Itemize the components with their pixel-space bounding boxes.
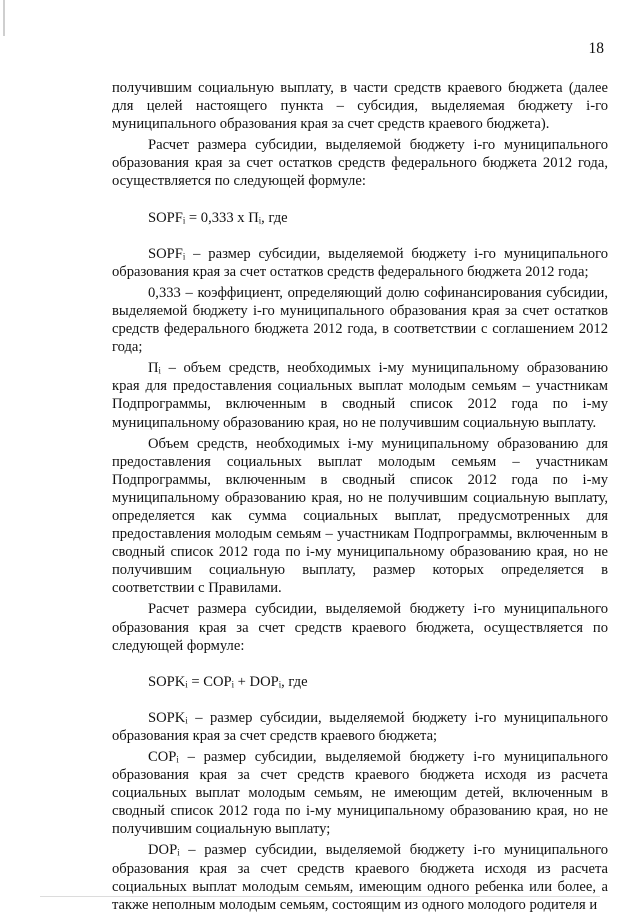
definition-coefficient: 0,333 – коэффициент, определяющий долю софинансирования субсидии, выделяемой бюджету i-го муниципального образования края за счет остатков средств федерального бюджета 2012 года, в соответствии с соглашением 2012 года; — [112, 284, 608, 356]
scan-edge-mark — [3, 0, 5, 36]
definition-dop: DOPᵢ – размер субсидии, выделяемой бюджету i-го муниципального образования края за счет средств краевого бюджета исходя из расчета социальных выплат молодым семьям, имеющим одного ребенка или более, а также неполным молодым семьям, состоящим из одного молодого родителя и — [112, 842, 608, 913]
paragraph-federal-calc-intro: Расчет размера субсидии, выделяемой бюджету i-го муниципального образования края за счет остатков средств федерального бюджета 2012 года, осуществляется по следующей формуле: — [112, 137, 608, 190]
definition-p: Пᵢ – объем средств, необходимых i-му муниципальному образованию края для предоставления социальных выплат молодым семьям – участникам Подпрограммы, включенным в сводный список 2012 года по i-му муниципальному образованию края, но не получившим социальную выплату. — [112, 360, 608, 431]
paragraph-continuation: получившим социальную выплату, в части средств краевого бюджета (далее для целей настоящего пункта – субсидия, выделяемая бюджету i-го муниципального образования края за счет средств краевого бюджета). — [112, 80, 608, 133]
document-body — [112, 79, 608, 914]
definition-sopk: SOPKᵢ – размер субсидии, выделяемой бюджету i-го муниципального образования края за счет средств краевого бюджета; — [112, 709, 608, 744]
page-number: 18 — [588, 40, 604, 57]
paragraph-volume-of-funds: Объем средств, необходимых i-му муниципальному образованию для предоставления социальных выплат молодым семьям – участникам Подпрограммы, включенным в сводный список 2012 года по i-му муниципальному образованию края, но не получившим социальную выплату, определяется как сумма социальных выплат, предусмотренных для предоставления молодым семьям – участникам Подпрограммы, включенным в сводный список 2012 года по i-му муниципальному образованию края, но не получившим социальную выплату, размер которых определяется в соответствии с Правилами. — [112, 435, 608, 597]
paragraph-regional-calc-intro: Расчет размера субсидии, выделяемой бюджету i-го муниципального образования края за счет средств краевого бюджета, осуществляется по следующей формуле: — [112, 601, 608, 654]
definition-cop: COPᵢ – размер субсидии, выделяемой бюджету i-го муниципального образования края за счет средств краевого бюджета исходя из расчета социальных выплат молодым семьям, не имеющим детей, включенным в сводный список 2012 года по i-му муниципальному образованию края, но не получившим социальную выплату; — [112, 749, 608, 838]
formula-sopk: SOPKᵢ = COPᵢ + DOPᵢ, где — [148, 673, 308, 690]
formula-sopf: SOPFᵢ = 0,333 х Пᵢ, где — [148, 209, 288, 226]
definition-sopf: SOPFᵢ – размер субсидии, выделяемой бюджету i-го муниципального образования края за счет остатков средств федерального бюджета 2012 года; — [112, 245, 608, 280]
